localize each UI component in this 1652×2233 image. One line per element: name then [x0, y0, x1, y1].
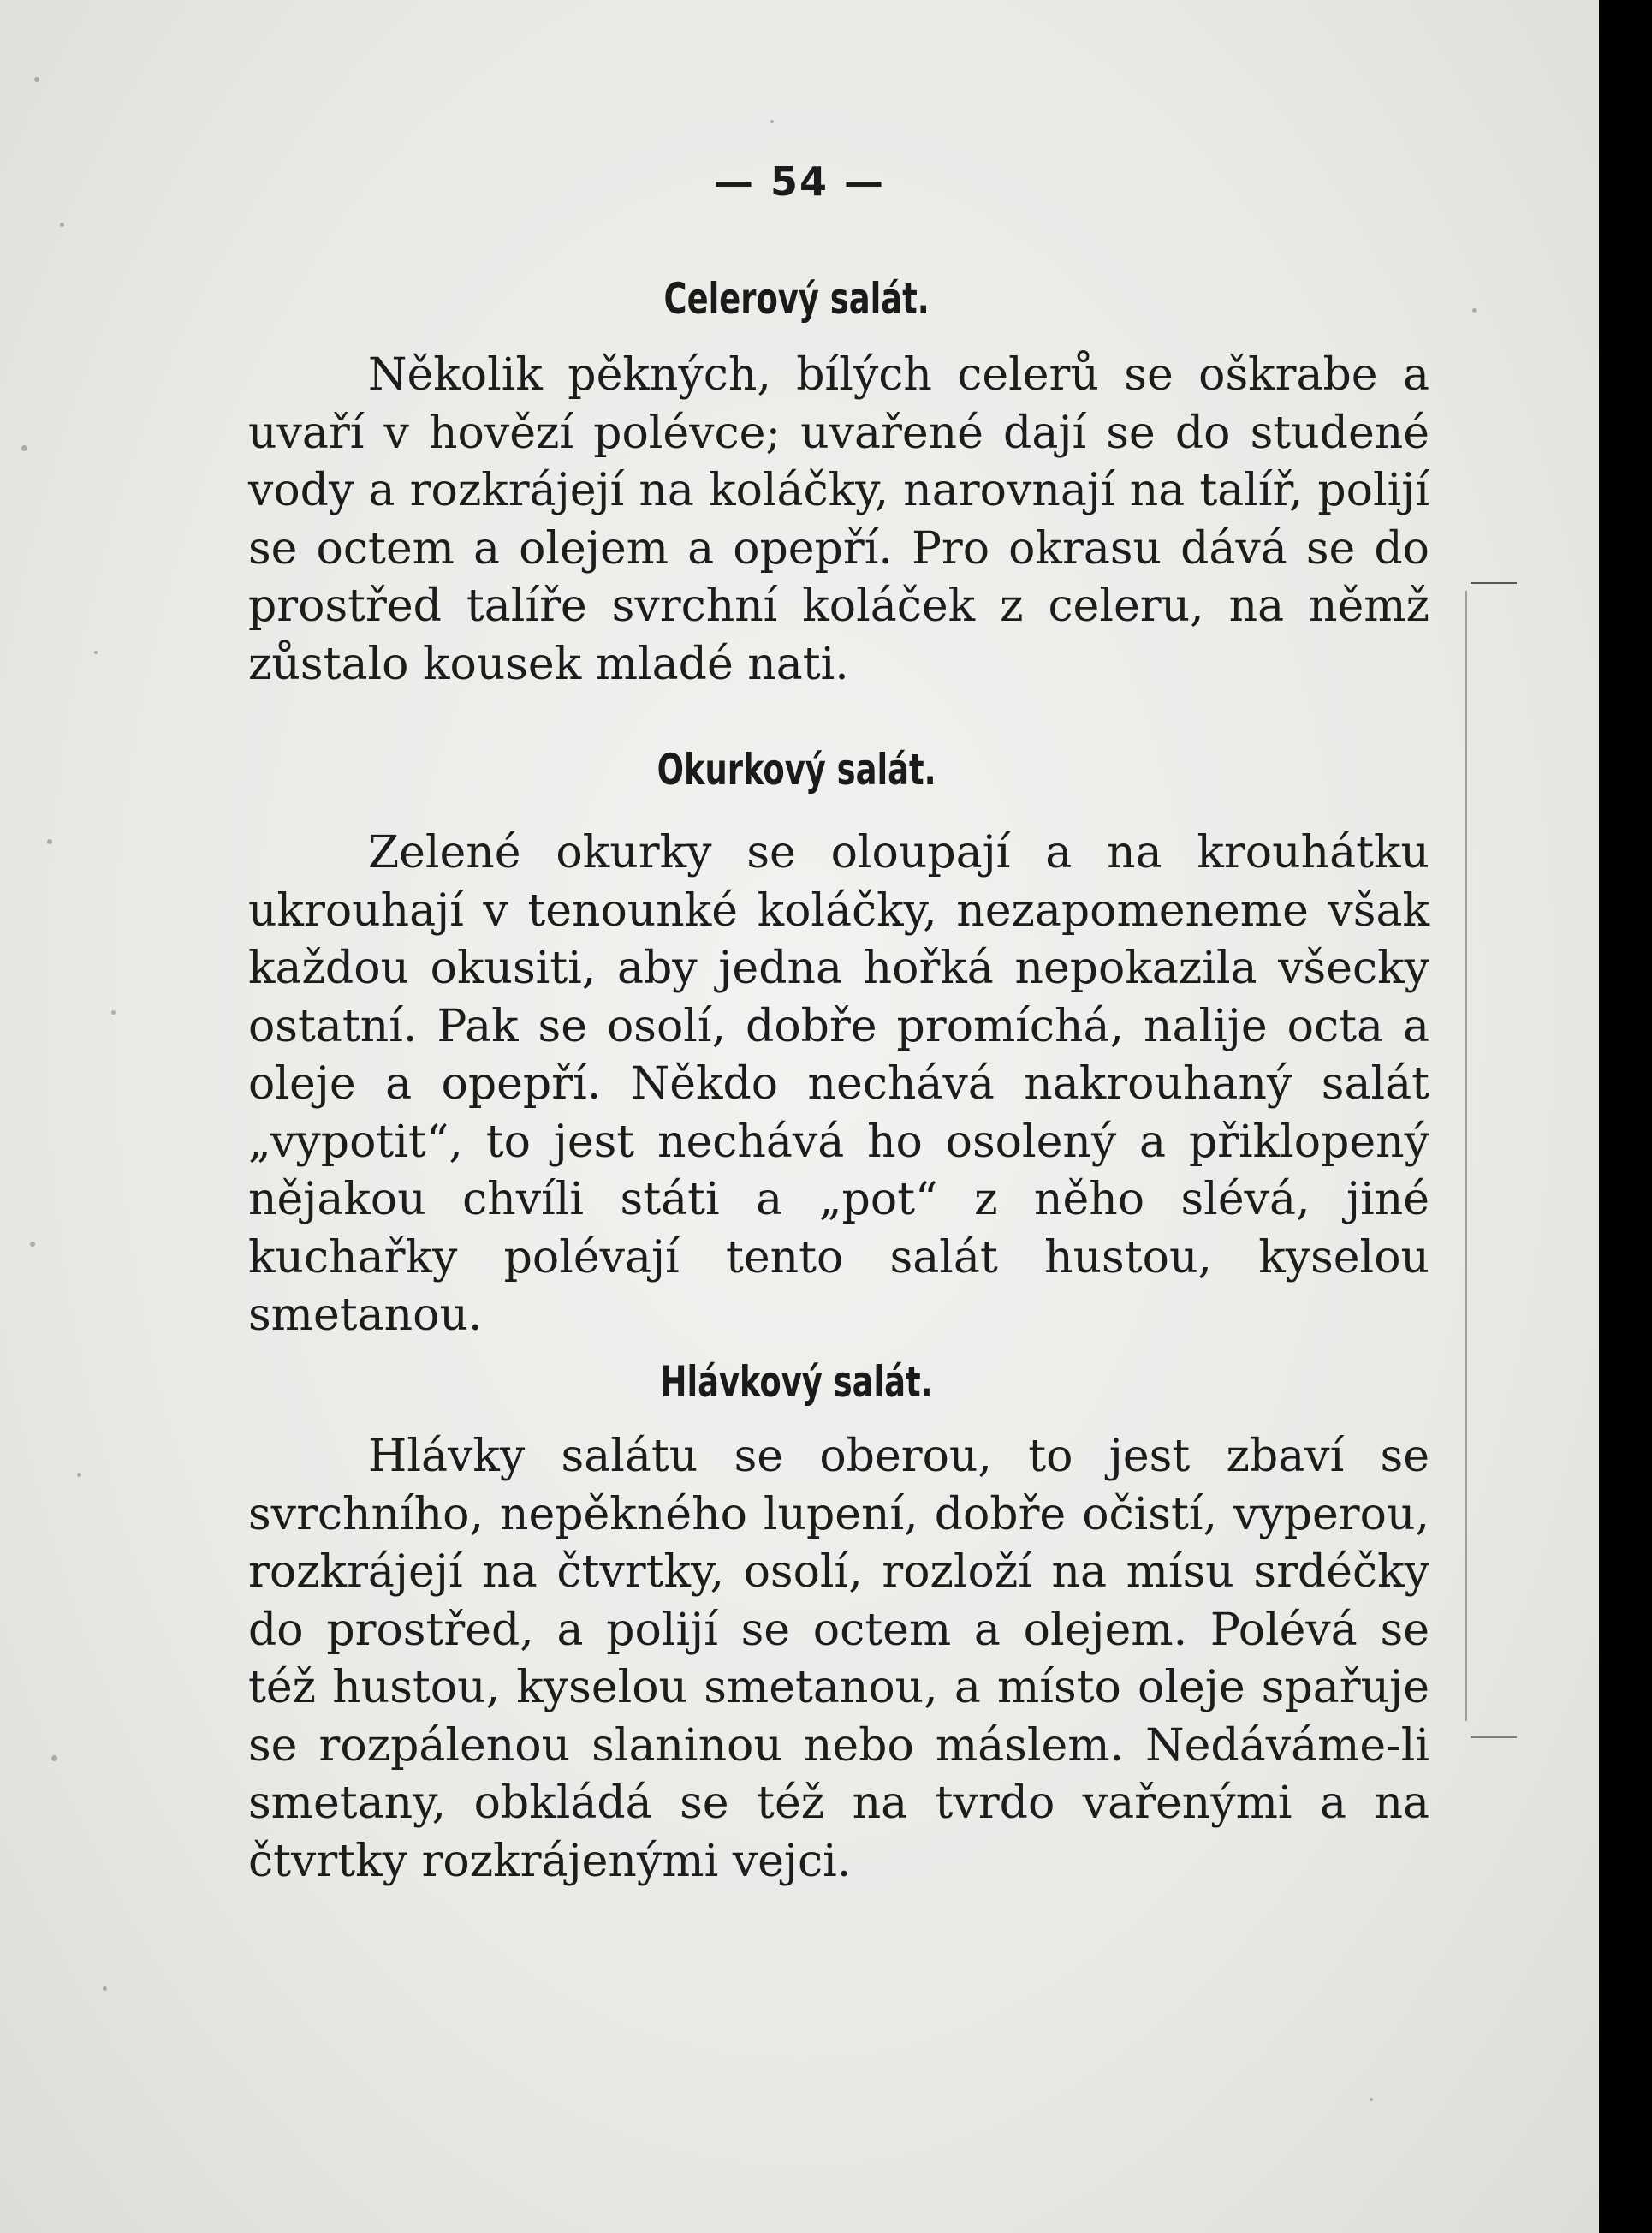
- section-paragraph: [248, 825, 1429, 1345]
- scan-speck: [77, 1473, 81, 1477]
- scan-speck: [1472, 308, 1477, 313]
- margin-rule: [1465, 591, 1467, 1721]
- margin-rule: [1471, 582, 1517, 584]
- scan-speck: [94, 651, 98, 654]
- paragraph-text: Několik pěkných, bílých celerů se oškrabe a uvaří v hovězí polévce; uvařené dají se do studené vody a rozkrájejí na koláčky, narovnají na talíř, polijí se octem a olejem a opepří. Pro okrasu dává se do prostřed talíře svrchní koláček z celeru, na němž zůstalo kousek mladé nati.: [248, 349, 1429, 690]
- scan-speck: [103, 1986, 107, 1991]
- paragraph-text: Zelené okurky se oloupají a na krouhátku ukrouhají v tenounké koláčky, nezapomeneme však každou okusiti, aby jedna hořká nepokazila všecky ostatní. Pak se osolí, dobře promíchá, nalije octa a oleje a opepří. Někdo nechává nakrouhaný salát „vypotit“, to jest nechává ho osolený a přiklopený nějakou chvíli státi a „pot“ z něho slévá, jiné kuchařky polévají tento salát hustou, kyselou smetanou.: [248, 827, 1429, 1341]
- scan-speck: [34, 77, 39, 82]
- scan-border: [1599, 0, 1652, 2233]
- page-number: — 54 —: [713, 158, 886, 205]
- paragraph-text: Hlávky salátu se oberou, to jest zbaví se svrchního, nepěkného lupení, dobře očistí, vyperou, rozkrájejí na čtvrtky, osolí, rozloží na mísu srdéčky do prostřed, a polijí se octem a olejem. Polévá se též hustou, kyselou smetanou, a místo oleje spařuje se rozpálenou slaninou nebo máslem. Nedáváme-li smetany, obkládá se též na tvrdo vařenými a na čtvrtky rozkrájenými vejci.: [248, 1431, 1429, 1887]
- scan-speck: [60, 223, 64, 227]
- scan-speck: [1370, 2098, 1373, 2101]
- section-heading: Hlávkový salát.: [660, 1357, 933, 1407]
- scan-speck: [30, 1242, 35, 1247]
- margin-rule: [1471, 1736, 1517, 1738]
- section-heading: Okurkový salát.: [657, 745, 936, 795]
- section-paragraph: [248, 347, 1429, 694]
- scan-speck: [21, 445, 27, 451]
- section-paragraph: [248, 1428, 1429, 1891]
- scan-speck: [51, 1755, 57, 1761]
- scan-speck: [770, 120, 774, 123]
- section-heading: Celerový salát.: [663, 274, 930, 324]
- scan-speck: [111, 1010, 116, 1015]
- scan-speck: [47, 839, 52, 844]
